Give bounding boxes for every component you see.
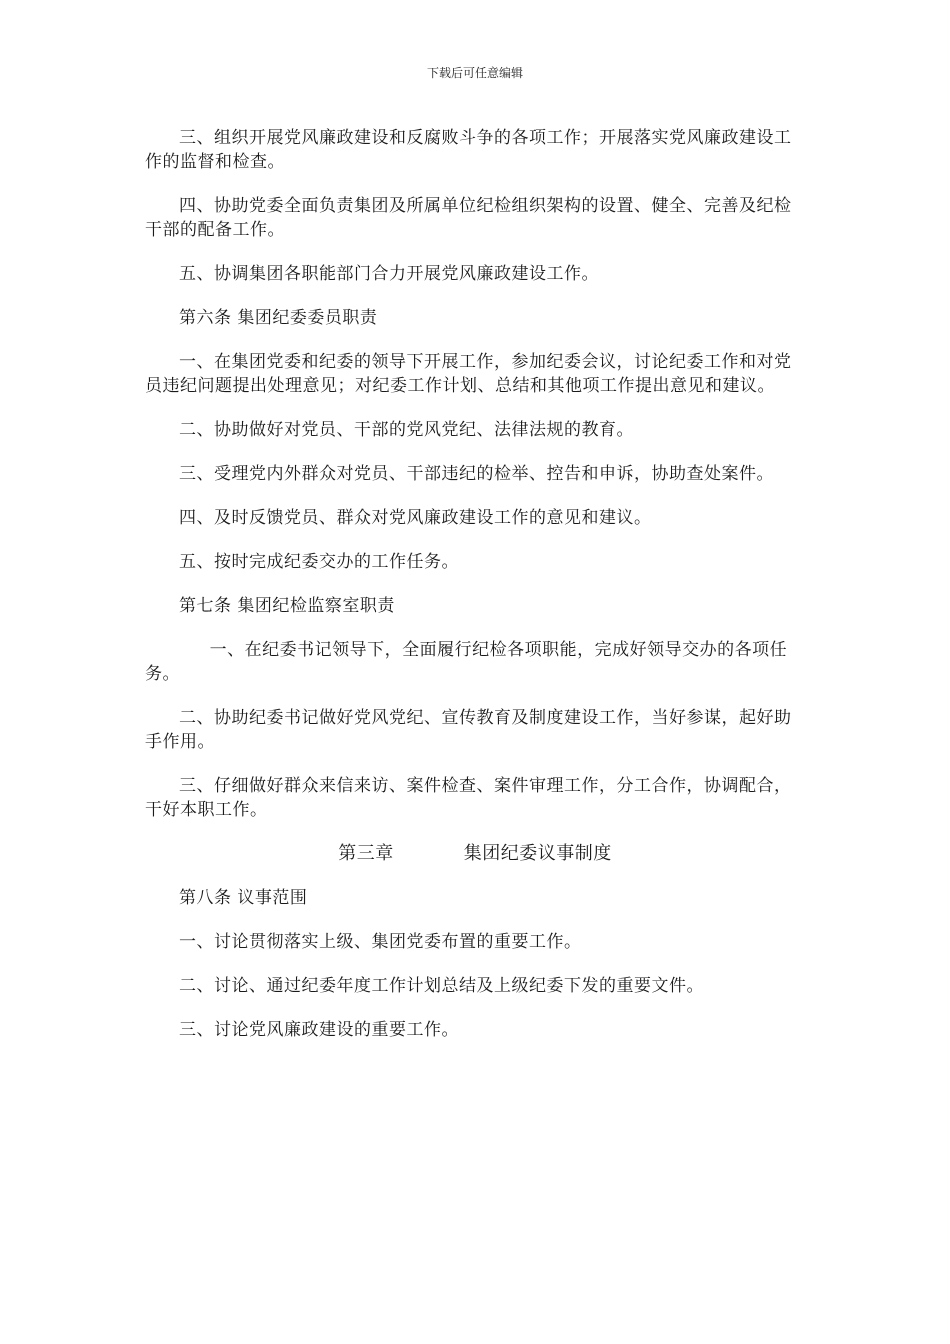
- paragraph-member-duty-3: 三、受理党内外群众对党员、干部违纪的检举、控告和申诉，协助查处案件。: [179, 464, 774, 484]
- header-note: 下载后可任意编辑: [426, 66, 523, 80]
- paragraph-scope-2: 二、讨论、通过纪委年度工作计划总结及上级纪委下发的重要文件。: [179, 976, 704, 996]
- paragraph-duty-5: 五、协调集团各职能部门合力开展党风廉政建设工作。: [179, 264, 599, 284]
- chapter-3-title: 集团纪委议事制度: [463, 843, 612, 864]
- paragraph-member-duty-2: 二、协助做好对党员、干部的党风党纪、法律法规的教育。: [179, 420, 634, 440]
- chapter-3-number: 第三章: [338, 843, 394, 864]
- paragraph-office-duty-1: 一、在纪委书记领导下，全面履行纪检各项职能，完成好领导交办的各项任务。: [145, 640, 788, 684]
- article-7-title: 第七条 集团纪检监察室职责: [179, 596, 395, 616]
- article-6-title: 第六条 集团纪委委员职责: [179, 308, 378, 328]
- article-8-title: 第八条 议事范围: [179, 888, 308, 908]
- paragraph-duty-4: 四、协助党委全面负责集团及所属单位纪检组织架构的设置、健全、完善及纪检干部的配备工作。: [145, 196, 792, 240]
- paragraph-office-duty-3: 三、仔细做好群众来信来访、案件检查、案件审理工作，分工合作，协调配合，干好本职工作。: [145, 776, 792, 820]
- paragraph-office-duty-2: 二、协助纪委书记做好党风党纪、宣传教育及制度建设工作，当好参谋，起好助手作用。: [145, 708, 792, 752]
- paragraph-member-duty-4: 四、及时反馈党员、群众对党风廉政建设工作的意见和建议。: [179, 508, 652, 528]
- paragraph-scope-1: 一、讨论贯彻落实上级、集团党委布置的重要工作。: [179, 932, 582, 952]
- paragraph-member-duty-1: 一、在集团党委和纪委的领导下开展工作，参加纪委会议，讨论纪委工作和对党员违纪问题提出处理意见；对纪委工作计划、总结和其他项工作提出意见和建议。: [145, 352, 792, 396]
- chapter-3-heading: [145, 842, 805, 866]
- document-body: [145, 126, 805, 1062]
- paragraph-scope-3: 三、讨论党风廉政建设的重要工作。: [179, 1020, 459, 1040]
- paragraph-member-duty-5: 五、按时完成纪委交办的工作任务。: [179, 552, 459, 572]
- paragraph-duty-3: 三、组织开展党风廉政建设和反腐败斗争的各项工作；开展落实党风廉政建设工作的监督和检查。: [145, 128, 792, 172]
